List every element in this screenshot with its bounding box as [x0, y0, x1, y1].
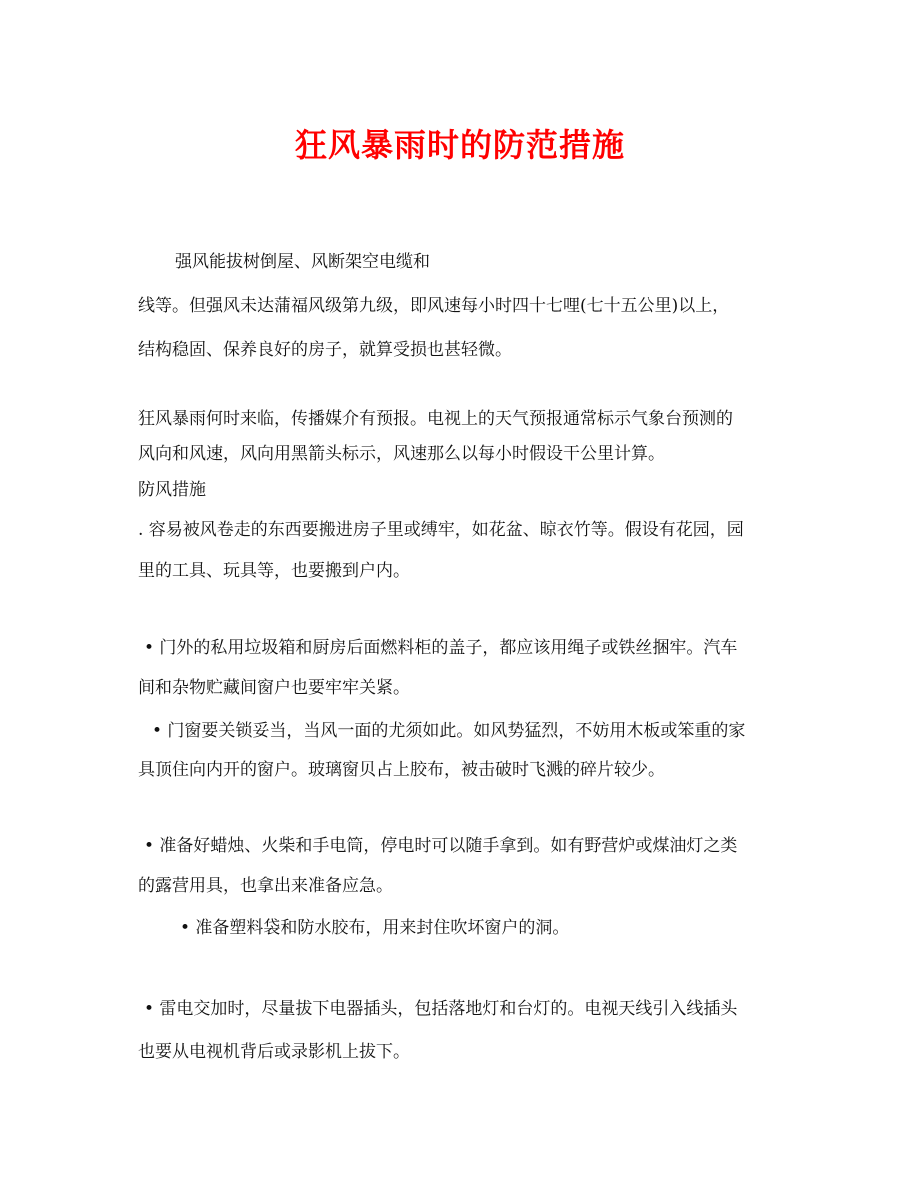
paragraph-line: 风向和风速，风向用黑箭头标示，风速那么以每小时假设干公里计算。 — [138, 444, 665, 464]
paragraph-line: . 容易被风卷走的东西要搬进房子里或缚牢，如花盆、晾衣竹等。假设有花园，园 — [138, 520, 744, 540]
section-heading: 防风措施 — [138, 480, 206, 500]
paragraph-line: 狂风暴雨何时来临，传播媒介有预报。电视上的天气预报通常标示气象台预测的 — [138, 409, 733, 429]
paragraph-line: 间和杂物贮藏间窗户也要牢牢关紧。 — [138, 678, 410, 698]
bullet-line: • 雷电交加时，尽量拔下电器插头，包括落地灯和台灯的。电视天线引入线插头 — [144, 999, 738, 1019]
paragraph-line: 线等。但强风未达蒲福风级第九级，即风速每小时四十七哩(七十五公里)以上， — [138, 296, 730, 316]
paragraph-line: 里的工具、玩具等，也要搬到户内。 — [138, 561, 410, 581]
bullet-line: • 门窗要关锁妥当，当风一面的尤须如此。如风势猛烈，不妨用木板或笨重的家 — [152, 721, 746, 741]
bullet-line: • 门外的私用垃圾箱和厨房后面燃料柜的盖子，都应该用绳子或铁丝捆牢。汽车 — [144, 638, 738, 658]
document-title: 狂风暴雨时的防范措施 — [294, 126, 625, 164]
paragraph-line: 强风能拔树倒屋、风断架空电缆和 — [175, 252, 430, 272]
paragraph-line: 也要从电视机背后或录影机上拔下。 — [138, 1042, 410, 1062]
bullet-line: • 准备塑料袋和防水胶布，用来封住吹坏窗户的洞。 — [180, 918, 570, 938]
bullet-line: • 准备好蜡烛、火柴和手电筒，停电时可以随手拿到。如有野营炉或煤油灯之类 — [144, 836, 738, 856]
paragraph-line: 具顶住向内开的窗户。玻璃窗贝占上胶布，被击破时飞溅的碎片较少。 — [138, 760, 665, 780]
paragraph-line: 的露营用具，也拿出来准备应急。 — [138, 876, 393, 896]
paragraph-line: 结构稳固、保养良好的房子，就算受损也甚轻微。 — [138, 340, 512, 360]
